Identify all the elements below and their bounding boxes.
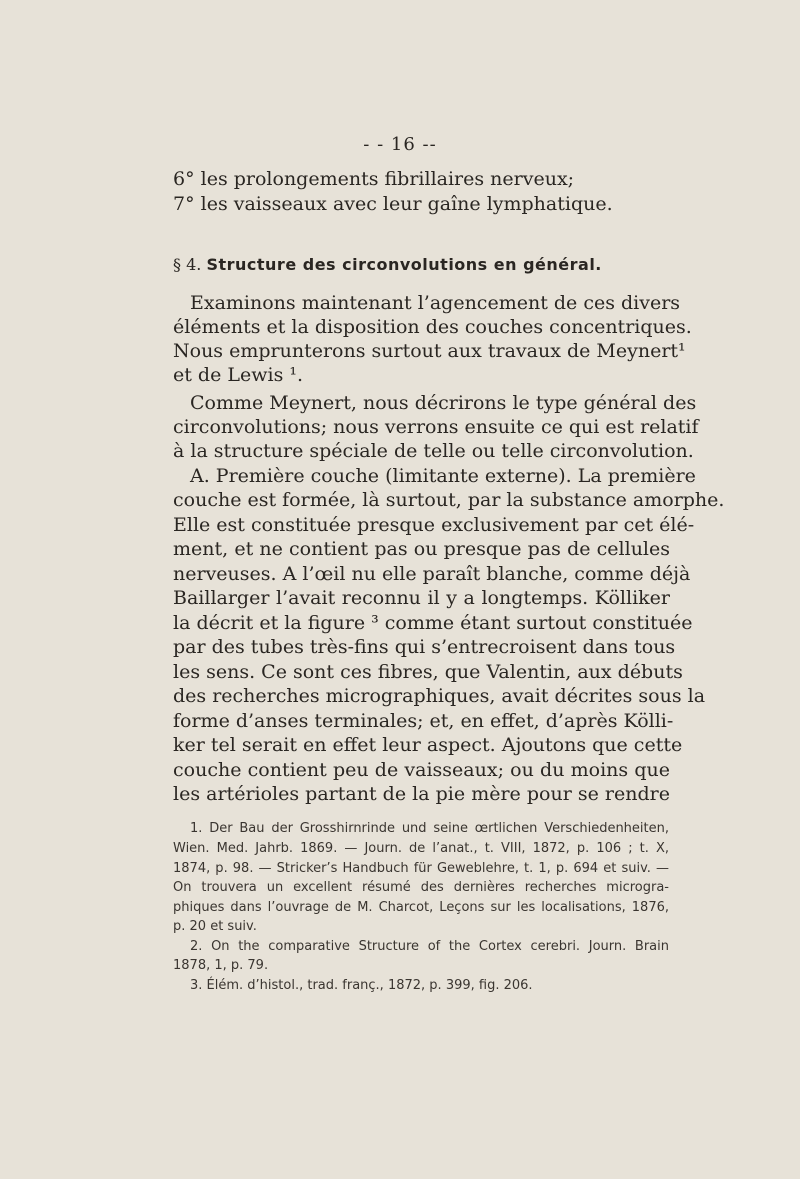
section-heading — [173, 254, 602, 276]
body-line: et de Lewis ¹. — [173, 364, 304, 386]
body-line: A. Première couche (limitante externe). La première — [190, 465, 696, 487]
list-item: 7° les vaisseaux avec leur gaîne lymphatique. — [173, 193, 613, 215]
body-line: ment, et ne contient pas ou presque pas de cellules — [173, 538, 670, 560]
footnote-line: 2. On the comparative Structure of the Cortex cerebri. Journ. Brain — [190, 939, 669, 954]
body-line: Examinons maintenant l’agencement de ces divers — [190, 292, 681, 314]
body-line: Elle est constituée presque exclusivement par cet élé- — [173, 514, 695, 536]
body-line: ker tel serait en effet leur aspect. Ajoutons que cette — [173, 734, 683, 756]
body-line: par des tubes très-fins qui s’entrecroisent dans tous — [173, 636, 676, 658]
body-line: circonvolutions; nous verrons ensuite ce qui est relatif — [173, 416, 699, 438]
footnote-line: On trouvera un excellent résumé des dernières recherches microgra- — [173, 880, 669, 895]
body-line: éléments et la disposition des couches concentriques. — [173, 316, 692, 338]
footnote-line: p. 20 et suiv. — [173, 919, 257, 934]
body-line: Nous emprunterons surtout aux travaux de Meynert¹ — [173, 340, 686, 362]
body-line: à la structure spéciale de telle ou telle circonvolution. — [173, 440, 694, 462]
list-item: 6° les prolongements fibrillaires nerveux; — [173, 168, 575, 190]
body-line: des recherches micrographiques, avait décrites sous la — [173, 685, 706, 707]
footnote-line: 1874, p. 98. — Stricker’s Handbuch für Geweblehre, t. 1, p. 694 et suiv. — — [173, 861, 669, 876]
page-number: - - 16 -- — [363, 134, 437, 155]
body-line: les sens. Ce sont ces fibres, que Valentin, aux débuts — [173, 661, 683, 683]
body-line: nerveuses. A l’œil nu elle paraît blanche, comme déjà — [173, 563, 691, 585]
footnote-line: 3. Élém. d’histol., trad. franç., 1872, p. 399, fig. 206. — [190, 978, 533, 993]
body-line: les artérioles partant de la pie mère pour se rendre — [173, 783, 670, 805]
body-line: couche contient peu de vaisseaux; ou du moins que — [173, 759, 670, 781]
body-line: Baillarger l’avait reconnu il y a longtemps. Kölliker — [173, 587, 670, 609]
footnote-line: 1. Der Bau der Grosshirnrinde und seine œrtlichen Verschiedenheiten, — [190, 821, 669, 836]
footnote-line: phiques dans l’ouvrage de M. Charcot, Leçons sur les localisations, 1876, — [173, 900, 669, 915]
body-line: forme d’anses terminales; et, en effet, d’après Kölli- — [173, 710, 674, 732]
body-line: la décrit et la figure ³ comme étant surtout constituée — [173, 612, 693, 634]
footnote-line: 1878, 1, p. 79. — [173, 958, 269, 973]
section-title: Structure des circonvolutions en général. — [206, 255, 602, 274]
body-line: Comme Meynert, nous décrirons le type général des — [190, 392, 697, 414]
footnote-line: Wien. Med. Jahrb. 1869. — Journ. de l’anat., t. VIII, 1872, p. 106 ; t. X, — [173, 841, 669, 856]
body-line: couche est formée, là surtout, par la substance amorphe. — [173, 489, 725, 511]
section-number: § 4. — [173, 255, 202, 274]
